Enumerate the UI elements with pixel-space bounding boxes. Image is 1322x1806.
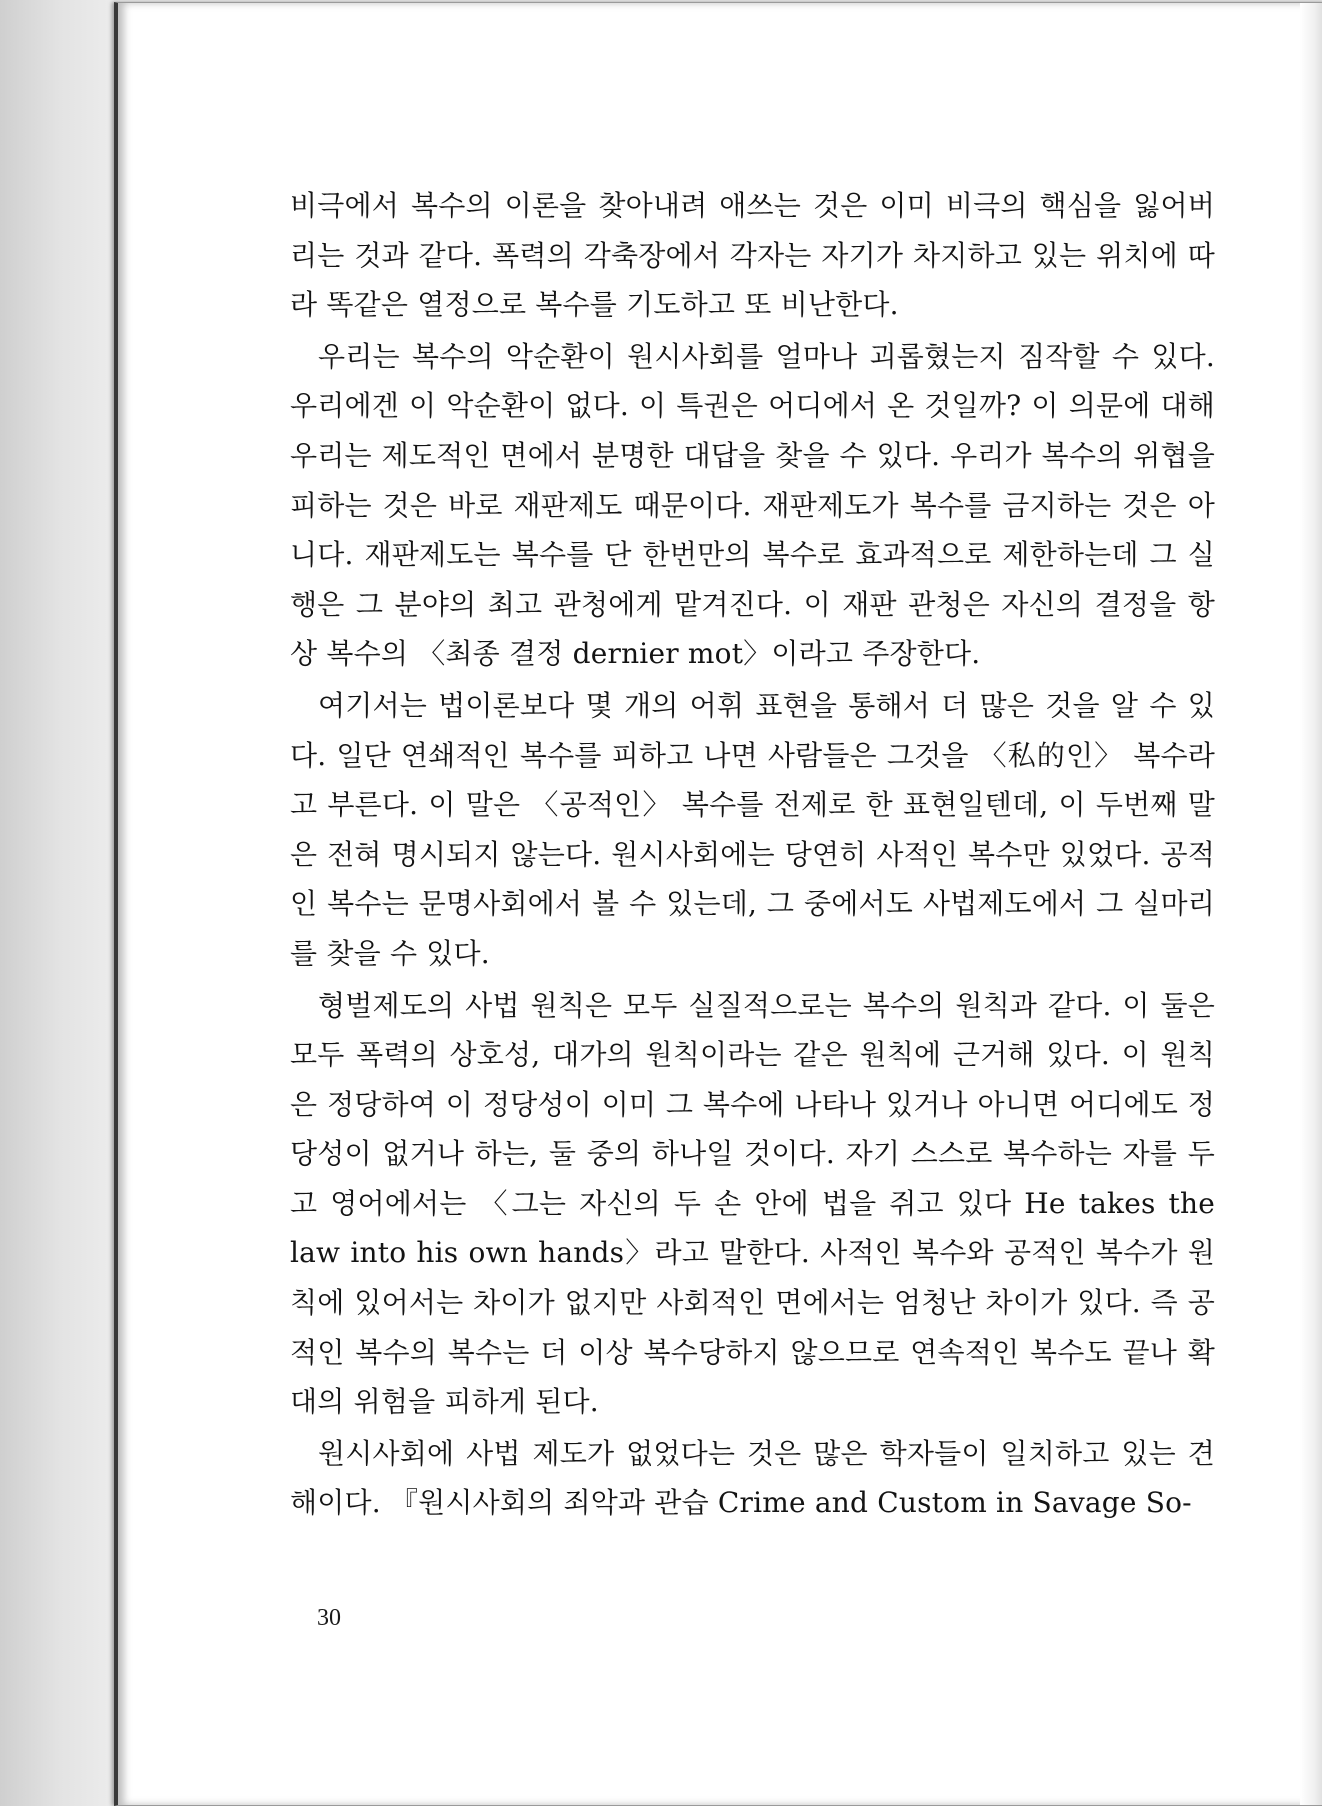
paragraph-2: 우리는 복수의 악순환이 원시사회를 얼마나 괴롭혔는지 짐작할 수 있다. 우리에겐 이 악순환이 없다. 이 특권은 어디에서 온 것일까? 이 의문에 대해 우리는 제도적인 면에서 분명한 대답을 찾을 수 있다. 우리가 복수의 위협을 피하는 것은 바로 재판제도 때문이다. 재판제도가 복수를 금지하는 것은 아니다. 재판제도는 복수를 단 한번만의 복수로 효과적으로 제한하는데 그 실행은 그 분야의 최고 관청에게 맡겨진다. 이 재판 관청은 자신의 결정을 항상 복수의 〈최종 결정 dernier mot〉이라고 주장한다. xyxy=(290,339,1215,671)
page-body-text xyxy=(290,181,1215,1528)
paragraph-3: 여기서는 법이론보다 몇 개의 어휘 표현을 통해서 더 많은 것을 알 수 있다. 일단 연쇄적인 복수를 피하고 나면 사람들은 그것을 〈私的인〉 복수라고 부른다. 이 말은 〈공적인〉 복수를 전제로 한 표현일텐데, 이 두번째 말은 전혀 명시되지 않는다. 원시사회에는 당연히 사적인 복수만 있었다. 공적인 복수는 문명사회에서 볼 수 있는데, 그 중에서도 사법제도에서 그 실마리를 찾을 수 있다. xyxy=(290,688,1215,970)
paragraph-4: 형벌제도의 사법 원칙은 모두 실질적으로는 복수의 원칙과 같다. 이 둘은 모두 폭력의 상호성, 대가의 원칙이라는 같은 원칙에 근거해 있다. 이 원칙은 정당하여 이 정당성이 이미 그 복수에 나타나 있거나 아니면 어디에도 정당성이 없거나 하는, 둘 중의 하나일 것이다. 자기 스스로 복수하는 자를 두고 영어에서는 〈그는 자신의 두 손 안에 법을 쥐고 있다 He takes the law into his own hands〉라고 말한다. 사적인 복수와 공적인 복수가 원칙에 있어서는 차이가 없지만 사회적인 면에서는 엄청난 차이가 있다. 즉 공적인 복수의 복수는 더 이상 복수당하지 않으므로 연속적인 복수도 끝나 확대의 위험을 피하게 된다. xyxy=(290,988,1215,1419)
paragraph-1: 비극에서 복수의 이론을 찾아내려 애쓰는 것은 이미 비극의 핵심을 잃어버리는 것과 같다. 폭력의 각축장에서 각자는 자기가 차지하고 있는 위치에 따라 똑같은 열정으로 복수를 기도하고 또 비난한다. xyxy=(290,189,1215,322)
book-page xyxy=(114,2,1322,1806)
page-edge-shadow xyxy=(1300,3,1322,1805)
page-number: 30 xyxy=(317,1605,341,1631)
paragraph-5: 원시사회에 사법 제도가 없었다는 것은 많은 학자들이 일치하고 있는 견해이다. 『원시사회의 죄악과 관습 Crime and Custom in Savage So- xyxy=(290,1436,1215,1520)
